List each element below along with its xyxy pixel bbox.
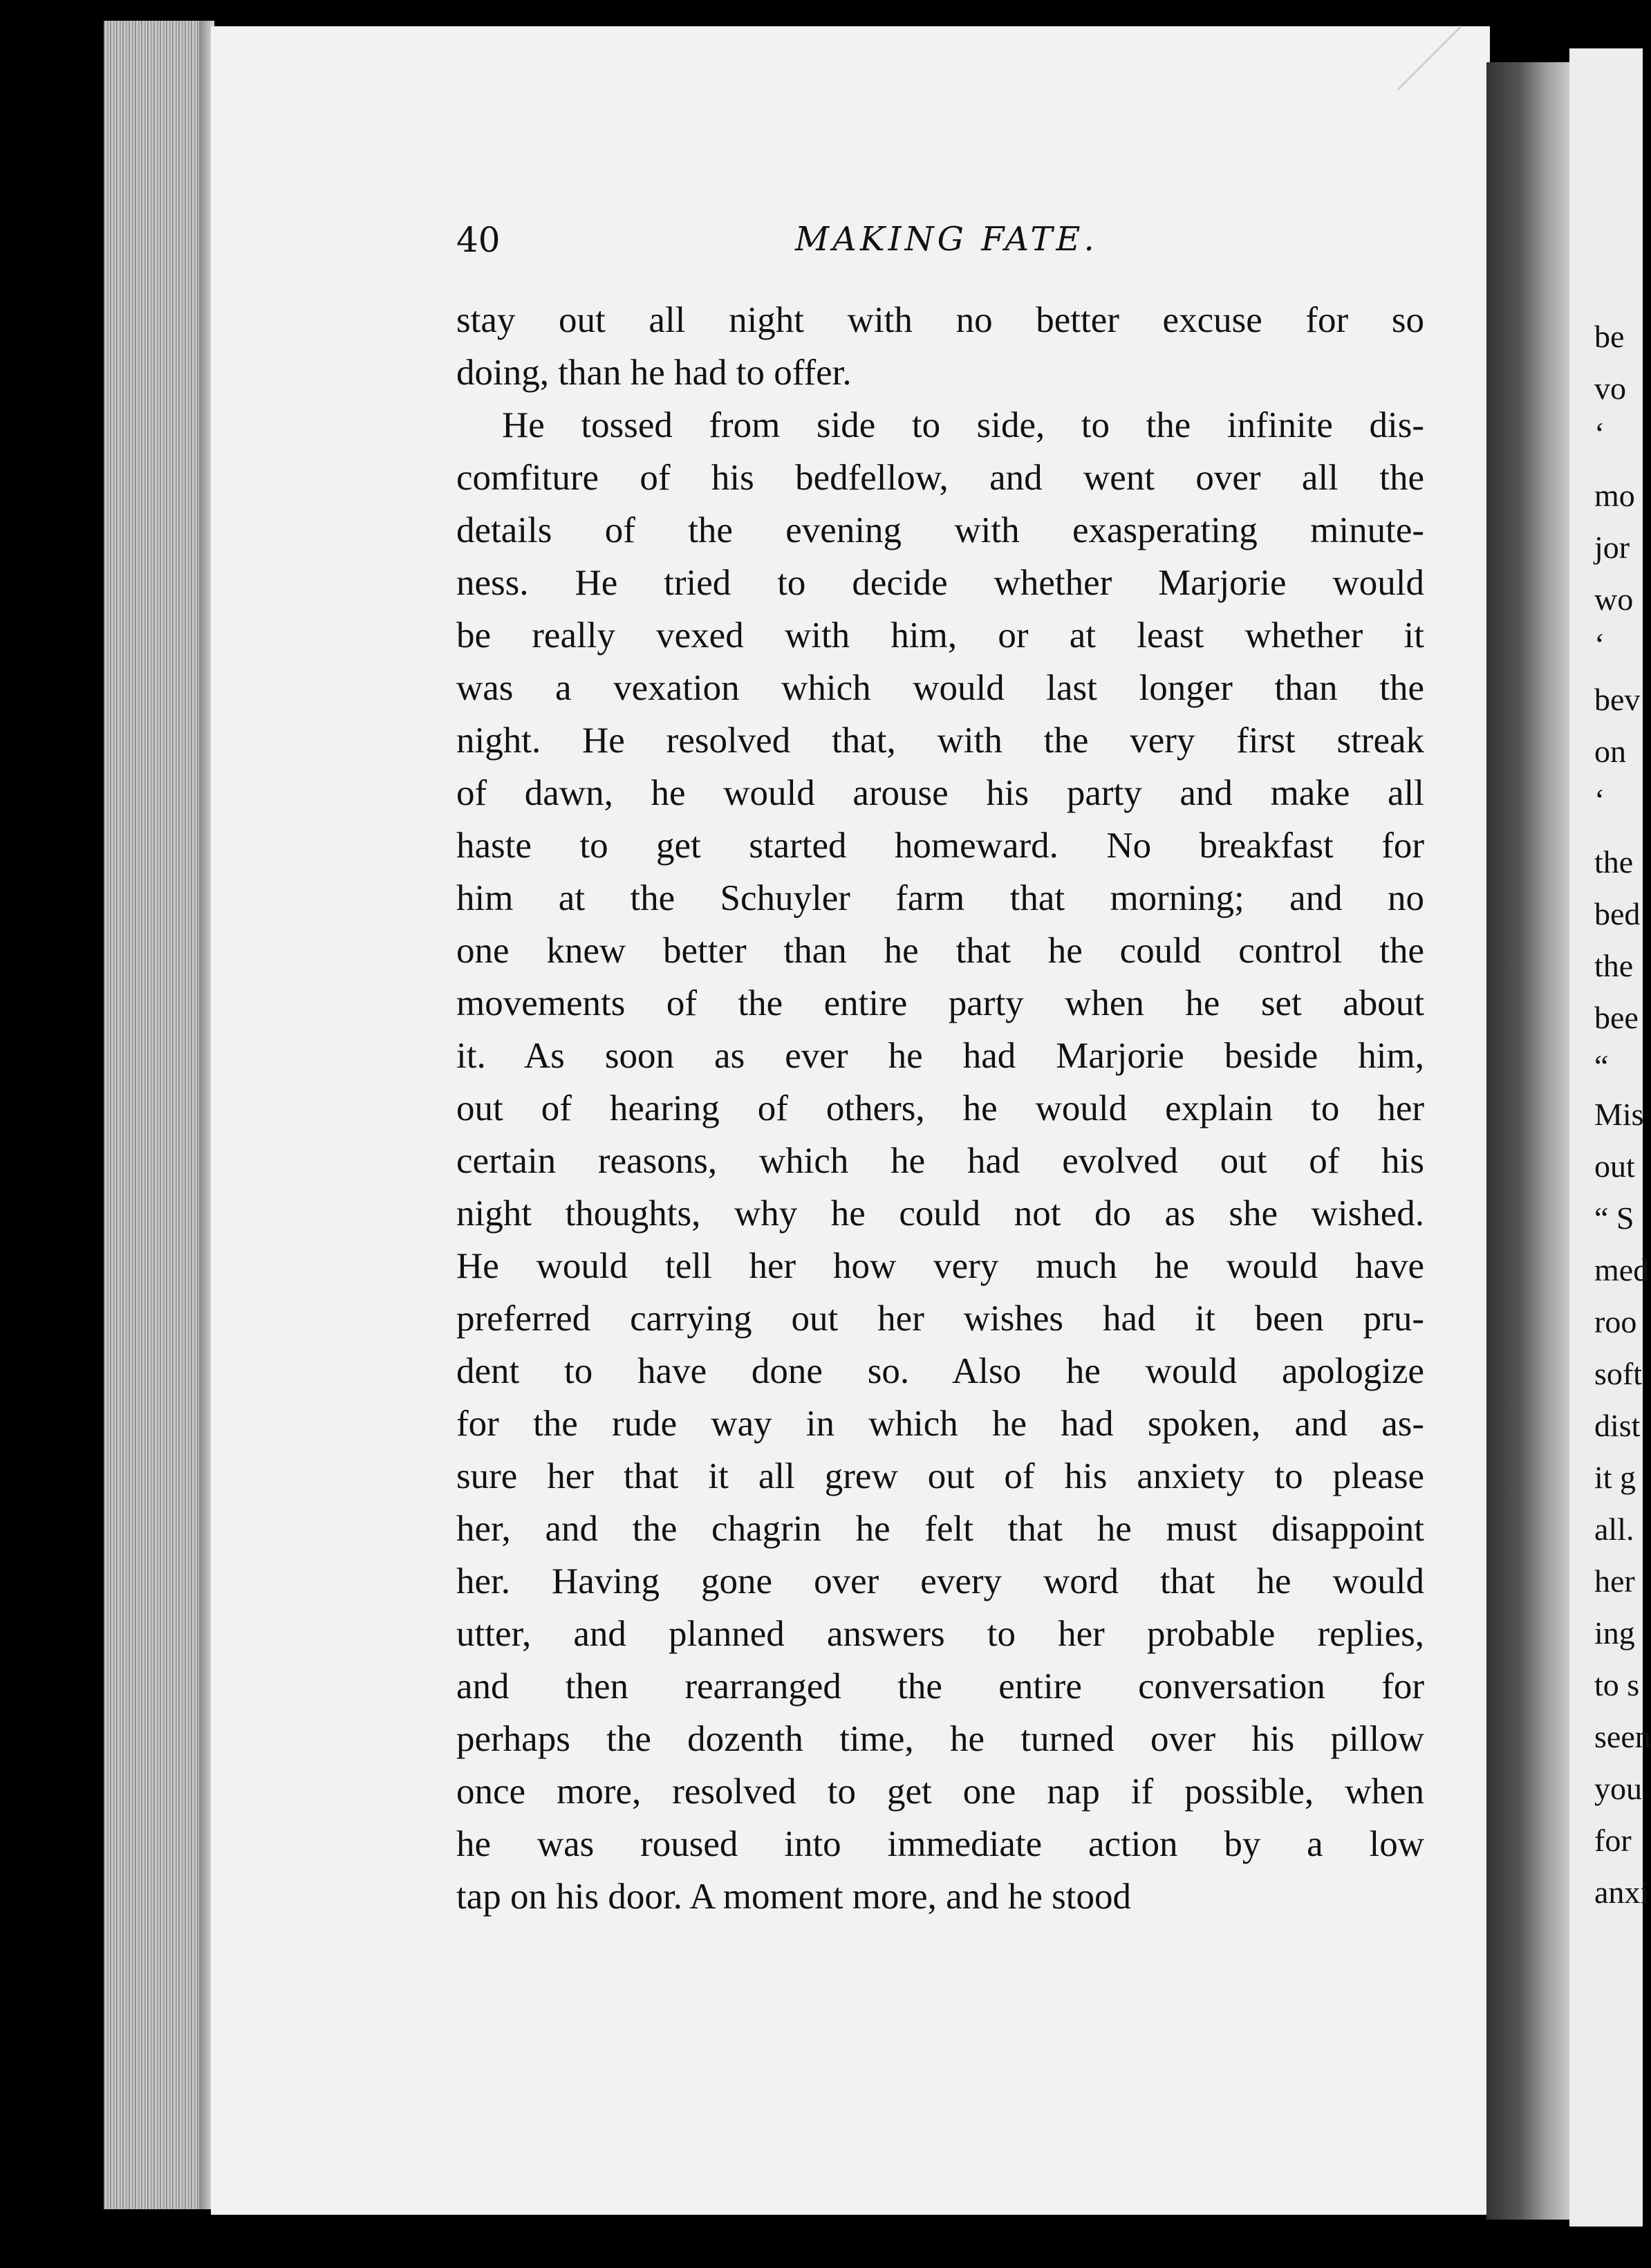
text-line: him at the Schuyler farm that morning; and no — [456, 878, 1424, 918]
page-corner-mark — [1397, 26, 1462, 91]
facing-page-fragment: to s — [1594, 1667, 1640, 1702]
page-edge-stack — [104, 21, 214, 2209]
facing-page-fragment: you — [1594, 1771, 1642, 1806]
text-line: details of the evening with exasperating minute- — [456, 510, 1424, 550]
facing-page-fragment: ing — [1594, 1615, 1635, 1651]
text-line: it. As soon as ever he had Marjorie beside him, — [456, 1036, 1424, 1076]
facing-page-fragment: soft — [1594, 1356, 1642, 1391]
text-line: dent to have done so. Also he would apologize — [456, 1351, 1424, 1391]
facing-page-fragment: all. — [1594, 1512, 1634, 1547]
text-line: and then rearranged the entire conversation for — [456, 1666, 1424, 1707]
text-line: He tossed from side to side, to the infinite dis- — [502, 405, 1424, 445]
text-line: sure her that it all grew out of his anxiety to please — [456, 1456, 1424, 1496]
facing-page-fragment: “ S — [1594, 1200, 1634, 1236]
text-line: night. He resolved that, with the very first streak — [456, 721, 1424, 761]
facing-page-fragment: it g — [1594, 1460, 1636, 1495]
text-line: He would tell her how very much he would have — [456, 1246, 1424, 1286]
text-line: he was roused into immediate action by a low — [456, 1824, 1424, 1864]
text-line: night thoughts, why he could not do as she wished. — [456, 1193, 1424, 1234]
facing-page-fragment: ‘ — [1594, 626, 1605, 662]
facing-page-fragment: “ — [1594, 1048, 1609, 1084]
facing-page-fragment: out — [1594, 1149, 1635, 1184]
facing-page-fragment: vo — [1594, 371, 1626, 406]
text-line: her, and the chagrin he felt that he must disappoint — [456, 1509, 1424, 1549]
text-line: stay out all night with no better excuse for so — [456, 300, 1424, 340]
facing-page-fragment: on — [1594, 734, 1626, 769]
text-line: utter, and planned answers to her probable replies, — [456, 1614, 1424, 1654]
facing-page-fragment: anxi — [1594, 1875, 1650, 1910]
facing-page-fragment: dist — [1594, 1408, 1641, 1443]
text-line: preferred carrying out her wishes had it been pru- — [456, 1299, 1424, 1339]
facing-page-fragment: mo — [1594, 478, 1635, 513]
text-line: of dawn, he would arouse his party and make all — [456, 773, 1424, 813]
text-line: comfiture of his bedfellow, and went over all the — [456, 458, 1424, 498]
text-line: doing, than he had to offer. — [456, 353, 852, 393]
facing-page-fragment: ‘ — [1594, 416, 1605, 451]
running-title: MAKING FATE. — [795, 220, 1098, 259]
page-number: 40 — [456, 220, 501, 260]
facing-page-fragment: ‘ — [1594, 782, 1605, 817]
facing-page-fragment: bee — [1594, 1000, 1639, 1035]
facing-page-fragment: her — [1594, 1563, 1635, 1599]
facing-page-fragment: the — [1594, 844, 1634, 880]
text-line: one knew better than he that he could control the — [456, 931, 1424, 971]
facing-page-fragment: seen — [1594, 1719, 1651, 1754]
text-line: haste to get started homeward. No breakfast for — [456, 826, 1424, 866]
text-line: was a vexation which would last longer than the — [456, 668, 1424, 708]
facing-page-fragment: med — [1594, 1252, 1650, 1288]
facing-page-fragment: roo — [1594, 1304, 1637, 1339]
facing-page-fragment: wo — [1594, 582, 1634, 617]
facing-page-fragment: the — [1594, 948, 1634, 983]
facing-page-fragment: for — [1594, 1823, 1632, 1858]
text-line: tap on his door. A moment more, and he stood — [456, 1877, 1131, 1917]
text-line: perhaps the dozenth time, he turned over his pillow — [456, 1719, 1424, 1759]
text-line: out of hearing of others, he would explain to her — [456, 1088, 1424, 1128]
text-line: her. Having gone over every word that he would — [456, 1561, 1424, 1601]
facing-page-fragment: jor — [1594, 530, 1630, 565]
text-line: be really vexed with him, or at least whether it — [456, 615, 1424, 656]
text-line: certain reasons, which he had evolved out of his — [456, 1141, 1424, 1181]
text-line: for the rude way in which he had spoken, and as- — [456, 1404, 1424, 1444]
text-line: ness. He tried to decide whether Marjorie would — [456, 563, 1424, 603]
facing-page — [1569, 48, 1651, 2227]
facing-page-fragment: Mis — [1594, 1097, 1644, 1132]
book-gutter — [1486, 62, 1569, 2220]
facing-page-fragment: bev — [1594, 682, 1641, 717]
page-header — [456, 220, 1452, 268]
facing-page-fragment: bed — [1594, 896, 1641, 931]
text-line: movements of the entire party when he set about — [456, 983, 1424, 1023]
text-line: once more, resolved to get one nap if possible, when — [456, 1772, 1424, 1812]
facing-page-fragment: be — [1594, 319, 1625, 354]
